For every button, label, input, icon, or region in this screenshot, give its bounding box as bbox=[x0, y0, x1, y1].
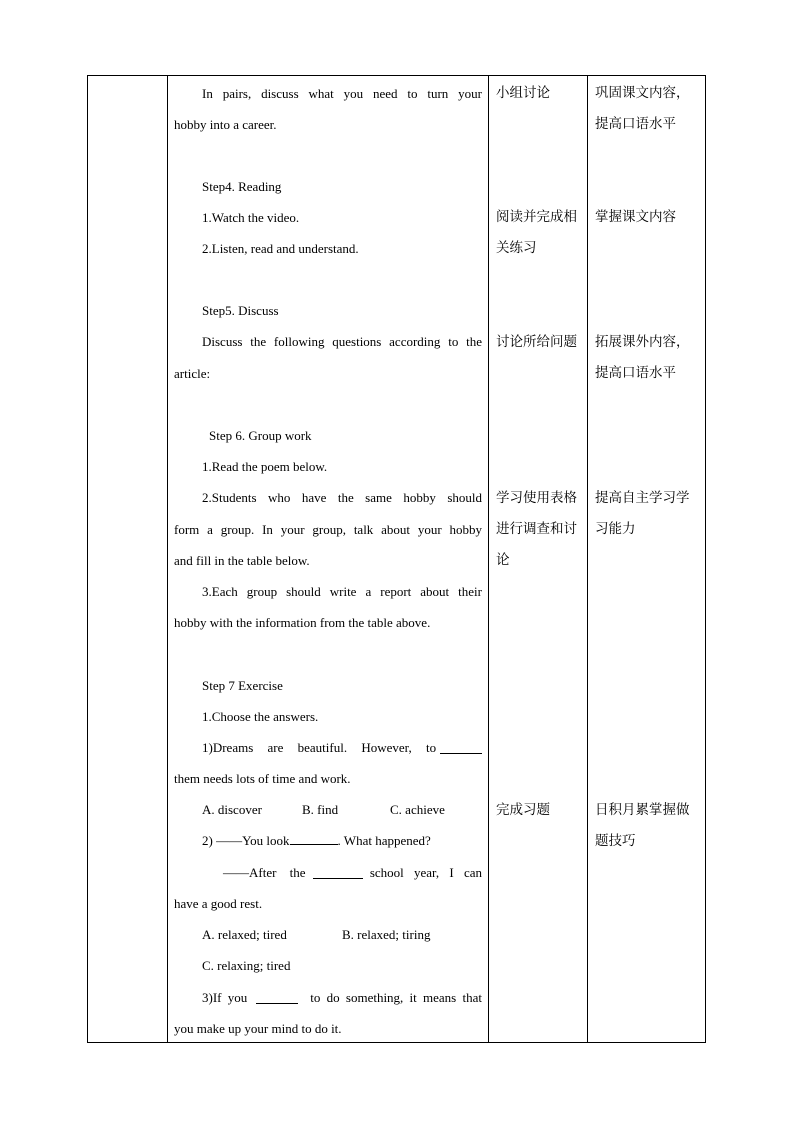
question-1-text: 1)Dreams are beautiful. However, to bbox=[202, 740, 437, 755]
step5-title: Step5. Discuss bbox=[202, 303, 279, 318]
step6-item-2-line-3: and fill in the table below. bbox=[174, 553, 310, 568]
step7-item-1: 1.Choose the answers. bbox=[202, 709, 319, 724]
question-1-option-b: B. find bbox=[302, 802, 339, 817]
purpose-5-line-1: 日积月累掌握做 bbox=[595, 802, 690, 818]
question-2-line-1 bbox=[202, 833, 431, 849]
pair-discussion-line-1: In pairs, discuss what you need to turn your bbox=[202, 86, 482, 101]
question-2-line-2 bbox=[223, 865, 482, 881]
question-2-option-c: C. relaxing; tired bbox=[202, 958, 291, 973]
purpose-4-line-1: 提高自主学习学 bbox=[595, 490, 690, 506]
step6-item-2-line-2: form a group. In your group, talk about your hobby bbox=[174, 522, 482, 537]
step4-item-2: 2.Listen, read and understand. bbox=[202, 241, 359, 256]
step7-title: Step 7 Exercise bbox=[202, 678, 283, 693]
step4-title: Step4. Reading bbox=[202, 179, 282, 194]
activity-reading-line-1: 阅读并完成相 bbox=[496, 209, 577, 225]
step6-item-3-line-2: hobby with the information from the table above. bbox=[174, 615, 431, 630]
column-divider bbox=[488, 76, 489, 1042]
step5-line-2: article: bbox=[174, 366, 211, 381]
purpose-1-line-2: 提高口语水平 bbox=[595, 116, 676, 132]
activity-table-line-1: 学习使用表格 bbox=[496, 490, 577, 506]
column-divider bbox=[167, 76, 168, 1042]
step6-title: Step 6. Group work bbox=[209, 428, 312, 443]
step4-item-1: 1.Watch the video. bbox=[202, 210, 300, 225]
step6-item-3-line-1: 3.Each group should write a report about their bbox=[202, 584, 482, 599]
question-2-text-end: . What happened? bbox=[337, 833, 431, 848]
activity-table-line-2: 进行调查和讨 bbox=[496, 521, 577, 537]
question-3-text: 3)If you bbox=[202, 990, 248, 1005]
answer-blank bbox=[313, 867, 363, 879]
answer-blank bbox=[290, 833, 338, 845]
question-3-line-1 bbox=[202, 990, 482, 1006]
activity-table-line-3: 论 bbox=[496, 552, 510, 568]
purpose-4-line-2: 习能力 bbox=[595, 521, 636, 537]
answer-blank bbox=[256, 992, 298, 1004]
column-divider bbox=[587, 76, 588, 1042]
question-1-option-c: C. achieve bbox=[390, 802, 445, 817]
pair-discussion-line-2: hobby into a career. bbox=[174, 117, 277, 132]
activity-discuss: 讨论所给问题 bbox=[496, 334, 577, 350]
question-2-option-a: A. relaxed; tired bbox=[202, 927, 287, 942]
question-3-text-end: to do something, it means that bbox=[310, 990, 482, 1005]
question-1-line-2: them needs lots of time and work. bbox=[174, 771, 351, 786]
purpose-3-line-2: 提高口语水平 bbox=[595, 365, 676, 381]
step5-line-1: Discuss the following questions according to the bbox=[202, 334, 482, 349]
question-2-reply: ——After the bbox=[223, 865, 306, 880]
purpose-1-line-1: 巩固课文内容， bbox=[595, 85, 690, 101]
question-3-line-2: you make up your mind to do it. bbox=[174, 1021, 342, 1036]
purpose-5-line-2: 题技巧 bbox=[595, 833, 636, 849]
question-2-option-b: B. relaxed; tiring bbox=[342, 927, 431, 942]
activity-exercise: 完成习题 bbox=[496, 802, 550, 818]
answer-blank bbox=[440, 742, 482, 754]
activity-group-discussion: 小组讨论 bbox=[496, 85, 550, 101]
question-1-option-a: A. discover bbox=[202, 802, 262, 817]
question-1-line-1 bbox=[202, 740, 482, 756]
purpose-2: 掌握课文内容 bbox=[595, 209, 676, 225]
step6-item-2-line-1: 2.Students who have the same hobby should bbox=[202, 490, 482, 505]
activity-reading-line-2: 关练习 bbox=[496, 240, 537, 256]
question-2-reply-end: school year, I can bbox=[369, 865, 482, 880]
step6-item-1: 1.Read the poem below. bbox=[202, 459, 328, 474]
question-2-line-3: have a good rest. bbox=[174, 896, 263, 911]
purpose-3-line-1: 拓展课外内容， bbox=[595, 334, 690, 350]
question-2-text: 2) ——You look bbox=[202, 833, 290, 848]
